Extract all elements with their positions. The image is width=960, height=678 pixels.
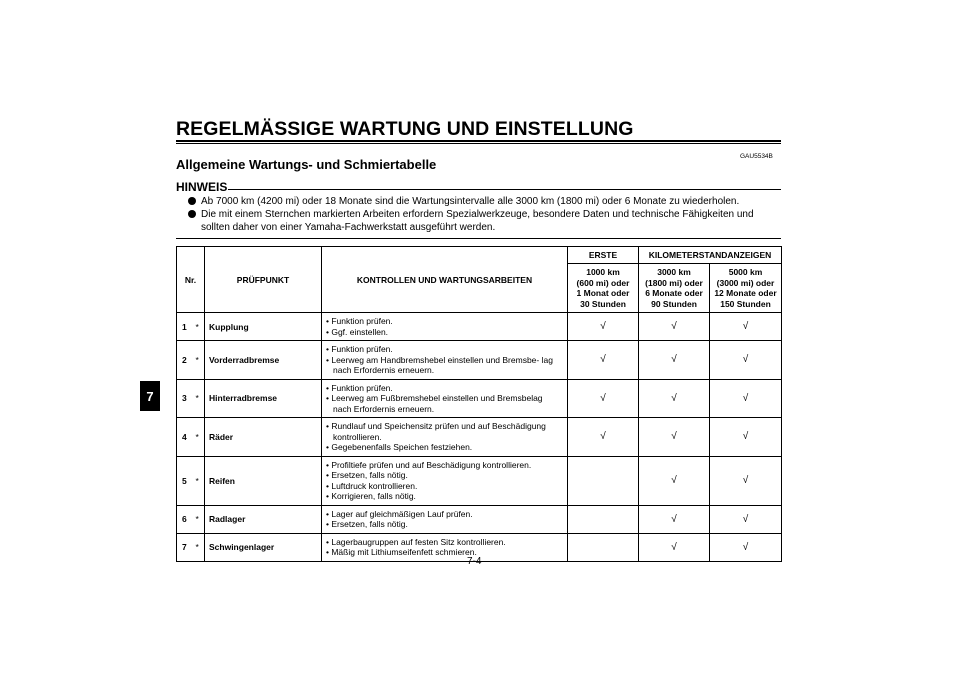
header-odometer: KILOMETERSTANDANZEIGEN <box>639 247 782 264</box>
table-row <box>177 456 782 505</box>
table-row <box>177 418 782 457</box>
title-rule <box>176 140 781 144</box>
star-marker: * <box>196 379 205 418</box>
row-work: • Funktion prüfen. • Ggf. einstellen. <box>322 313 568 341</box>
table-row <box>177 313 782 341</box>
header-interval-3: 5000 km (3000 mi) oder 12 Monate oder 150 Stunden <box>710 264 782 313</box>
row-work: • Funktion prüfen. • Leerweg am Handbremshebel einstellen und Bremsbe- lag nach Erfordernis erneuern. <box>322 341 568 380</box>
row-number: 1 <box>177 313 196 341</box>
check-mark: √ <box>710 313 782 341</box>
row-work: • Funktion prüfen. • Leerweg am Fußbremshebel einstellen und Bremsbelag nach Erfordernis erneuern. <box>322 379 568 418</box>
note-end-rule <box>176 238 781 239</box>
row-item: Räder <box>205 418 322 457</box>
table-row <box>177 505 782 533</box>
header-interval-2: 3000 km (1800 mi) oder 6 Monate oder 90 Stunden <box>639 264 710 313</box>
bullet-icon <box>188 210 196 218</box>
section-subtitle: Allgemeine Wartungs- und Schmiertabelle <box>176 157 437 172</box>
table-row <box>177 341 782 380</box>
note-heading: HINWEIS <box>176 180 228 194</box>
check-mark: √ <box>568 313 639 341</box>
header-interval-1: 1000 km (600 mi) oder 1 Monat oder 30 Stunden <box>568 264 639 313</box>
star-marker: * <box>196 313 205 341</box>
check-mark: √ <box>639 418 710 457</box>
check-mark <box>568 505 639 533</box>
row-number: 3 <box>177 379 196 418</box>
star-marker: * <box>196 418 205 457</box>
check-mark: √ <box>639 379 710 418</box>
check-mark <box>568 456 639 505</box>
reference-code: GAU5534B <box>740 153 773 160</box>
note-item <box>188 208 778 234</box>
row-work: • Profiltiefe prüfen und auf Beschädigung kontrollieren. • Ersetzen, falls nötig. • Luftdruck kontrollieren. • Korrigieren, falls nötig. <box>322 456 568 505</box>
row-work: • Rundlauf und Speichensitz prüfen und auf Beschädigung kontrollieren. • Gegebenenfalls Speichen festziehen. <box>322 418 568 457</box>
check-mark: √ <box>568 379 639 418</box>
row-item: Kupplung <box>205 313 322 341</box>
check-mark: √ <box>710 533 782 561</box>
page-number: 7-4 <box>467 556 482 567</box>
check-mark: √ <box>710 456 782 505</box>
note-item <box>188 195 778 208</box>
check-mark: √ <box>710 341 782 380</box>
row-item: Reifen <box>205 456 322 505</box>
check-mark: √ <box>568 341 639 380</box>
chapter-tab: 7 <box>140 381 160 411</box>
check-mark: √ <box>639 533 710 561</box>
row-item: Hinterradbremse <box>205 379 322 418</box>
row-work: • Lagerbaugruppen auf festen Sitz kontrollieren. • Mäßig mit Lithiumseifenfett schmieren. <box>322 533 568 561</box>
check-mark: √ <box>639 456 710 505</box>
note-text: Die mit einem Sternchen markierten Arbeiten erfordern Spezialwerkzeuge, besondere Daten und technische Fähigkeiten und sollten daher von einer Yamaha-Fachwerkstatt ausgeführt werden. <box>201 209 754 233</box>
check-mark: √ <box>710 379 782 418</box>
check-mark: √ <box>568 418 639 457</box>
row-number: 7 <box>177 533 196 561</box>
row-number: 6 <box>177 505 196 533</box>
check-mark <box>568 533 639 561</box>
check-mark: √ <box>639 505 710 533</box>
header-work: KONTROLLEN UND WARTUNGSARBEITEN <box>322 247 568 313</box>
check-mark: √ <box>710 418 782 457</box>
row-work: • Lager auf gleichmäßigen Lauf prüfen. • Ersetzen, falls nötig. <box>322 505 568 533</box>
row-item: Vorderradbremse <box>205 341 322 380</box>
bullet-icon <box>188 197 196 205</box>
star-marker: * <box>196 456 205 505</box>
header-nr: Nr. <box>177 247 205 313</box>
row-number: 5 <box>177 456 196 505</box>
note-text: Ab 7000 km (4200 mi) oder 18 Monate sind die Wartungsintervalle alle 3000 km (1800 mi) oder 6 Monate zu wiederholen. <box>201 196 740 207</box>
maintenance-table <box>176 246 782 562</box>
row-number: 2 <box>177 341 196 380</box>
row-item: Radlager <box>205 505 322 533</box>
header-item: PRÜFPUNKT <box>205 247 322 313</box>
note-rule <box>228 189 781 190</box>
header-first: ERSTE <box>568 247 639 264</box>
star-marker: * <box>196 341 205 380</box>
star-marker: * <box>196 533 205 561</box>
check-mark: √ <box>639 341 710 380</box>
table-row <box>177 379 782 418</box>
star-marker: * <box>196 505 205 533</box>
check-mark: √ <box>710 505 782 533</box>
row-item: Schwingenlager <box>205 533 322 561</box>
row-number: 4 <box>177 418 196 457</box>
page-title: REGELMÄSSIGE WARTUNG UND EINSTELLUNG <box>176 118 634 140</box>
check-mark: √ <box>639 313 710 341</box>
